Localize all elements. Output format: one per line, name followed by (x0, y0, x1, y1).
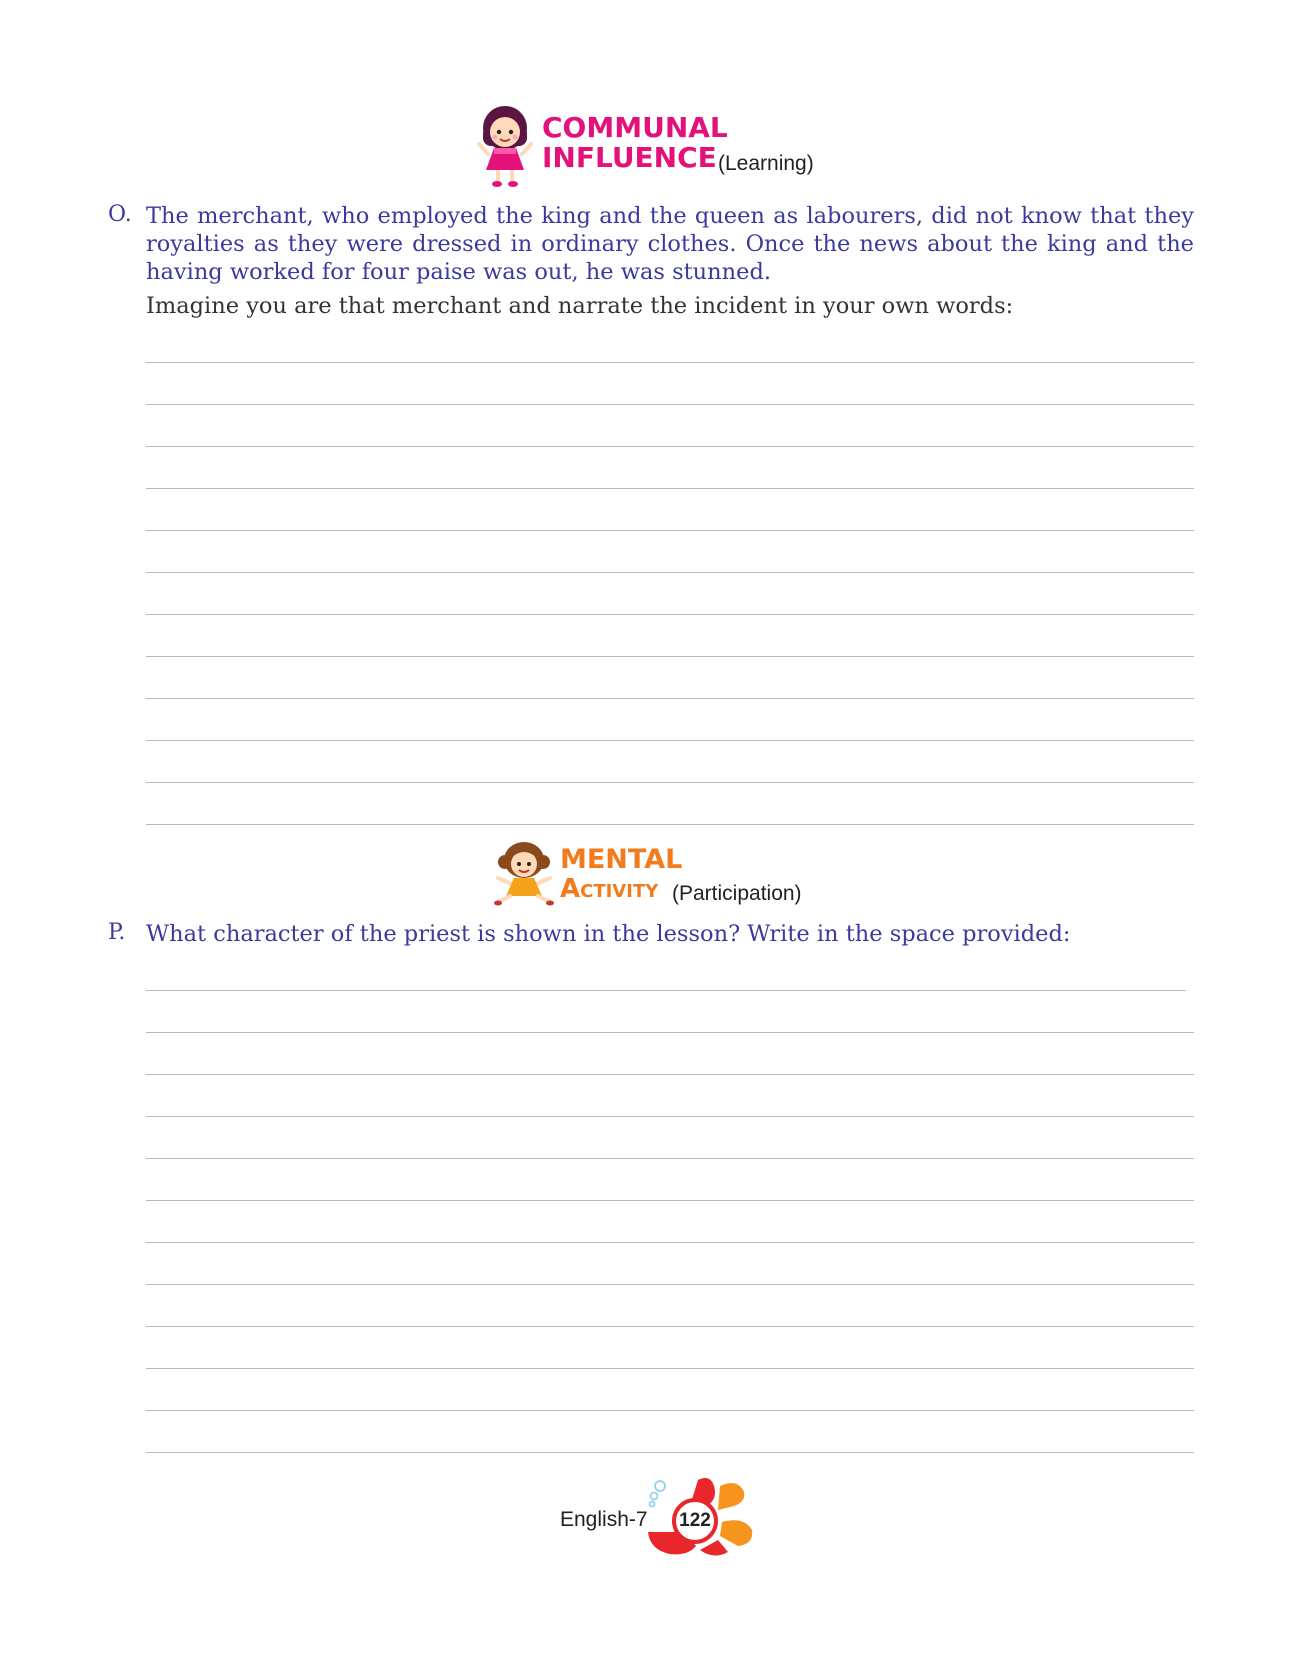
answer-line-p-7[interactable] (146, 1242, 1194, 1243)
girl-mascot-icon (476, 104, 534, 190)
answer-line-p-11[interactable] (146, 1410, 1194, 1411)
question-p-label: P. (108, 920, 126, 945)
section-o-heading (476, 104, 836, 190)
question-o-line-2: royalties as they were dressed in ordinary clothes. Once the news about the king and the (146, 231, 1194, 257)
answer-line-p-9[interactable] (146, 1326, 1194, 1327)
answer-line-o-2[interactable] (146, 404, 1194, 405)
answer-line-p-5[interactable] (146, 1158, 1194, 1159)
answer-line-p-2[interactable] (146, 1032, 1194, 1033)
heading-communal: COMMUNAL (542, 111, 728, 144)
page-number-badge (640, 1476, 760, 1560)
question-o-label: O. (108, 202, 132, 227)
answer-line-p-6[interactable] (146, 1200, 1194, 1201)
answer-line-o-11[interactable] (146, 782, 1194, 783)
footer-book-label: English-7 (560, 1508, 648, 1531)
answer-line-o-9[interactable] (146, 698, 1194, 699)
heading-influence: INFLUENCE (542, 141, 717, 174)
answer-line-p-1[interactable] (146, 990, 1186, 991)
answer-line-o-1[interactable] (146, 362, 1194, 363)
answer-line-p-4[interactable] (146, 1116, 1194, 1117)
answer-line-o-3[interactable] (146, 446, 1194, 447)
question-o-line-3: having worked for four paise was out, he was stunned. (146, 259, 772, 285)
answer-line-p-3[interactable] (146, 1074, 1194, 1075)
heading-activity: Activity (560, 874, 659, 904)
answer-line-o-12[interactable] (146, 824, 1194, 825)
answer-line-o-5[interactable] (146, 530, 1194, 531)
heading-mental: MENTAL (560, 844, 683, 875)
page-number: 122 (679, 1510, 711, 1531)
section-p-heading (494, 840, 834, 910)
answer-line-o-7[interactable] (146, 614, 1194, 615)
answer-line-o-8[interactable] (146, 656, 1194, 657)
heading-note-learning: (Learning) (718, 152, 814, 175)
question-o-instruction: Imagine you are that merchant and narrate the incident in your own words: (146, 293, 1014, 319)
girl-sitting-mascot-icon (494, 840, 554, 908)
question-p-text: What character of the priest is shown in the lesson? Write in the space provided: (146, 921, 1071, 947)
answer-line-o-6[interactable] (146, 572, 1194, 573)
heading-note-participation: (Participation) (672, 882, 802, 905)
answer-line-p-8[interactable] (146, 1284, 1194, 1285)
answer-line-p-12[interactable] (146, 1452, 1194, 1453)
answer-line-o-10[interactable] (146, 740, 1194, 741)
answer-line-p-10[interactable] (146, 1368, 1194, 1369)
answer-line-o-4[interactable] (146, 488, 1194, 489)
question-o-line-1: The merchant, who employed the king and the queen as labourers, did not know that they (146, 203, 1194, 229)
